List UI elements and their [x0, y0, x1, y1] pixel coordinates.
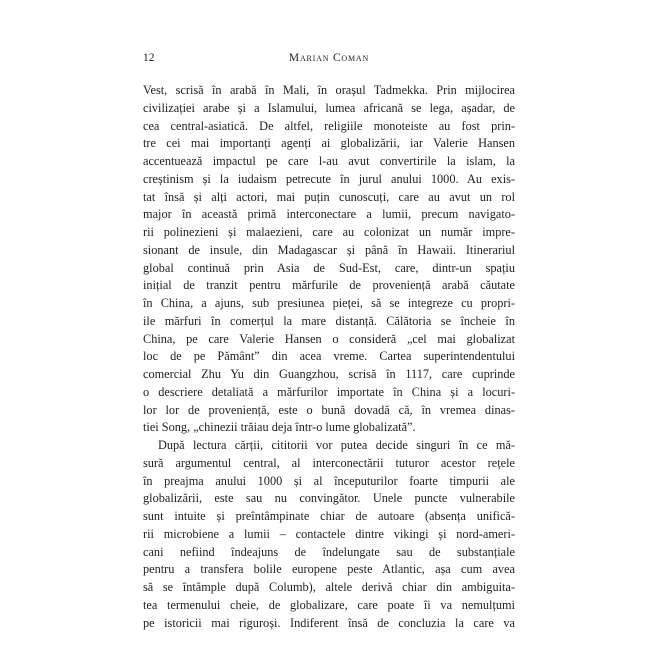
- text-line: o descriere detaliată a mărfurilor importate în China și a locuri-: [143, 384, 515, 399]
- text-line: în China, a ajuns, sub presiunea pieței, să se integreze cu propri-: [143, 296, 515, 310]
- text-line: China, pe care Valerie Hansen o consideră „cel mai globalizat: [143, 331, 515, 346]
- text-line: tre cei mai importanți agenți ai globalizării, iar Valerie Hansen: [143, 136, 515, 151]
- text-line: pentru a transfera bolile europene peste Atlantic, așa cum avea: [143, 562, 515, 577]
- text-line: sionant de insule, din Madagascar și până în Hawaii. Itinerariul: [143, 242, 515, 257]
- text-line: tat însă și alți actori, mai puțin cunoscuți, care au avut un rol: [143, 189, 515, 204]
- text-line: După lectura cărții, cititorii vor putea decide singuri în ce mă-: [158, 438, 515, 452]
- text-line: sură argumentul central, al interconectării tuturor acestor rețele: [143, 455, 515, 470]
- text-line: comercial Zhu Yu din Guangzhou, scrisă în 1117, care cuprinde: [143, 367, 515, 381]
- body-text: [143, 82, 515, 632]
- text-line: să se întâmple după Columb), altele derivă chiar din ambiguita-: [143, 580, 515, 594]
- book-page: [143, 52, 515, 632]
- paragraph: [143, 437, 515, 632]
- paragraph: [143, 82, 515, 437]
- text-line: cea central-asiatică. De altfel, religiile monoteiste au fost prin-: [143, 118, 515, 133]
- text-line: accentuează impactul pe care l-au avut convertirile la islam, la: [143, 154, 515, 168]
- text-line: global continuă prin Asia de Sud-Est, care, dintr-un spațiu: [143, 260, 515, 275]
- text-line: pe istoricii mai riguroși. Indiferent însă de concluzia la care va: [143, 615, 515, 630]
- text-line: Vest, scrisă în arabă în Mali, în orașul Tadmekka. Prin mijlocirea: [143, 83, 515, 97]
- text-line: inițial de tranzit pentru mărfurile de proveniență arabă căutate: [143, 278, 515, 293]
- text-line: tiei Song, „chinezii trăiau deja într-o lume globalizată”.: [143, 420, 416, 435]
- page-number: 12: [143, 52, 155, 64]
- text-line: rii polinezieni și malaezieni, care au colonizat un număr impre-: [143, 225, 515, 239]
- text-line: în preajma anului 1000 și al începuturilor foarte timpurii ale: [143, 473, 515, 488]
- text-line: sunt intuite și preîntâmpinate chiar de autoare (absența unifică-: [143, 509, 515, 523]
- text-line: ile mărfuri în comerțul la mare distanță. Călătoria se încheie în: [143, 313, 515, 328]
- running-head-author: Marian Coman: [288, 52, 370, 64]
- running-head: [143, 52, 515, 72]
- text-line: rii microbiene a lumii – contactele dintre vikingi și nord-ameri-: [143, 526, 515, 541]
- text-line: cani nefiind îndeajuns de îndelungate sau de substanțiale: [143, 544, 515, 559]
- text-line: creștinism și la iudaism petrecute în jurul anului 1000. Au exis-: [143, 171, 515, 186]
- text-line: globalizării, este sau nu convingător. Unele puncte vulnerabile: [143, 491, 515, 506]
- text-line: tea termenului cheie, de globalizare, care poate îi va nemulțumi: [143, 597, 515, 612]
- text-line: lor lor de proveniență, este o bună dovadă că, în vremea dinas-: [143, 402, 515, 417]
- text-line: major în această primă interconectare a lumii, precum navigato-: [143, 207, 515, 222]
- text-line: loc de pe Pământ” din acea vreme. Cartea superintendentului: [143, 349, 515, 364]
- text-line: civilizației arabe și a Islamului, lumea africană se lega, așadar, de: [143, 100, 515, 115]
